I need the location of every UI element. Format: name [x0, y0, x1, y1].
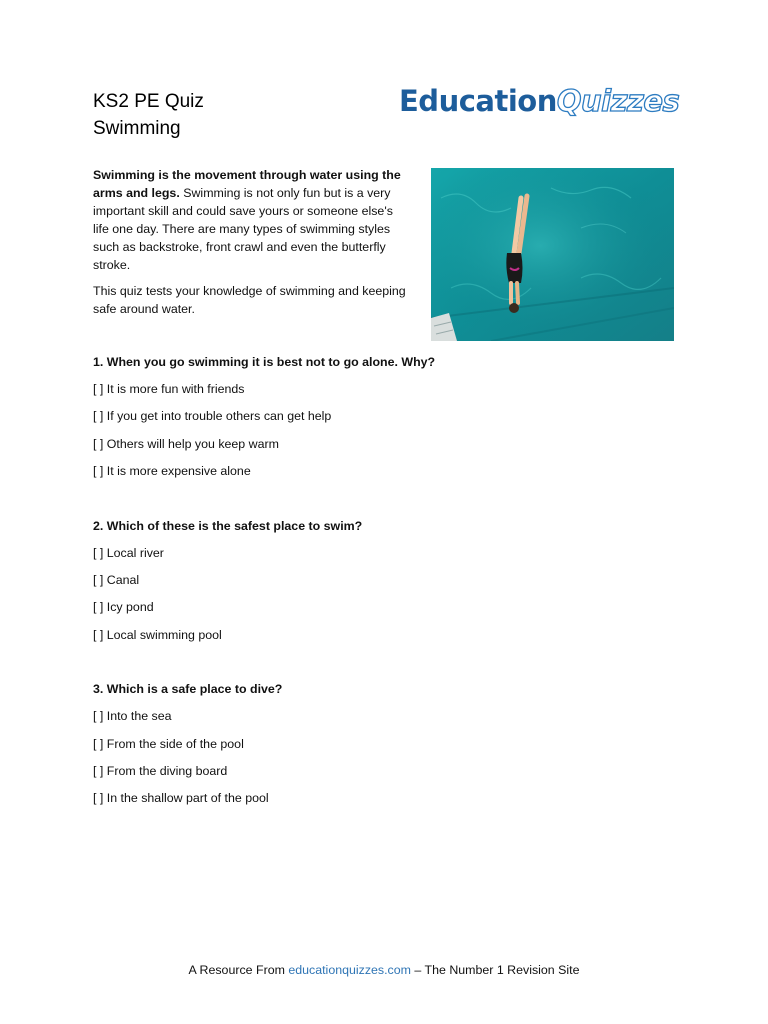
- intro-paragraph-2: This quiz tests your knowledge of swimming and keeping safe around water.: [93, 284, 406, 316]
- answer-option[interactable]: [ ] Into the sea: [93, 709, 172, 724]
- educationquizzes-logo: [399, 84, 679, 118]
- answer-option[interactable]: [ ] If you get into trouble others can get help: [93, 409, 332, 424]
- diver-photo: [431, 168, 674, 341]
- question-3: [93, 679, 653, 816]
- quiz-title: [93, 88, 204, 142]
- footer-suffix: – The Number 1 Revision Site: [410, 963, 580, 977]
- title-line-2: Swimming: [93, 118, 181, 139]
- answer-option[interactable]: [ ] In the shallow part of the pool: [93, 791, 269, 806]
- answer-option[interactable]: [ ] Local river: [93, 545, 164, 560]
- intro-bold-text: Swimming is the movement through water using the arms and legs.: [93, 168, 401, 200]
- intro-section: [93, 166, 411, 326]
- answer-option[interactable]: [ ] Local swimming pool: [93, 627, 222, 642]
- answer-option[interactable]: [ ] From the diving board: [93, 763, 228, 778]
- answer-option[interactable]: [ ] Others will help you keep warm: [93, 436, 279, 451]
- footer-prefix: A Resource From: [188, 963, 289, 977]
- answer-option[interactable]: [ ] Canal: [93, 572, 140, 587]
- answer-option[interactable]: [ ] Icy pond: [93, 600, 154, 615]
- question-text: 1. When you go swimming it is best not to go alone. Why?: [93, 355, 436, 369]
- footer: [0, 963, 768, 977]
- logo-education-text: Education: [399, 84, 557, 118]
- intro-text: Swimming is not only fun but is a very important skill and could save yours or someone else's life one day. There are many types of swimming styles such as backstroke, front crawl and even the butterfly stroke.: [93, 186, 393, 272]
- answer-option[interactable]: [ ] From the side of the pool: [93, 736, 244, 751]
- questions-section: [93, 352, 653, 843]
- intro-paragraph-1: [93, 166, 411, 274]
- question-text: 2. Which of these is the safest place to swim?: [93, 518, 363, 533]
- question-2: [93, 516, 653, 653]
- answer-option[interactable]: [ ] It is more expensive alone: [93, 464, 251, 479]
- answer-option[interactable]: [ ] It is more fun with friends: [93, 382, 245, 396]
- diver-photo-svg: [431, 168, 674, 341]
- logo-quizzes-text: Quizzes: [556, 84, 680, 118]
- question-1: [93, 352, 653, 489]
- question-text: 3. Which is a safe place to dive?: [93, 682, 283, 697]
- footer-site-link[interactable]: educationquizzes.com: [288, 963, 411, 977]
- title-line-1: KS2 PE Quiz: [93, 91, 204, 112]
